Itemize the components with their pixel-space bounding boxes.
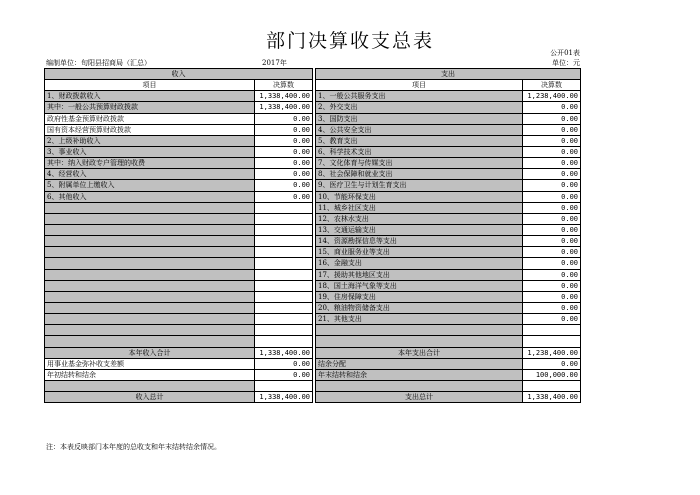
expense-item-cell: 3、国防支出 <box>316 113 523 124</box>
compiling-unit: 编制单位：旬阳县招商局（汇总） <box>46 59 151 67</box>
expense-item-cell: 11、城乡社区支出 <box>316 202 523 213</box>
expense-item-cell: 14、资源勘探信息等支出 <box>316 236 523 247</box>
expense-amount-cell: 0.00 <box>523 102 581 113</box>
expense-amount-cell: 0.00 <box>523 158 581 169</box>
income-item-cell: 6、其他收入 <box>45 191 255 202</box>
expense-item-cell <box>316 325 523 336</box>
table-row <box>45 91 581 102</box>
income-amount-cell: 0.00 <box>255 124 313 135</box>
income-amount-cell <box>255 247 313 258</box>
expense-item-cell: 6、科学技术支出 <box>316 146 523 157</box>
income-amount-cell <box>255 224 313 235</box>
table-row <box>45 347 581 358</box>
income-item-cell <box>45 336 255 347</box>
page-title: 部门决算收支总表 <box>265 30 434 52</box>
income-amount-cell: 0.00 <box>255 113 313 124</box>
currency-unit: 单位：元 <box>552 59 580 67</box>
table-row <box>45 302 581 313</box>
expense-item-cell: 1、一般公共服务支出 <box>316 91 523 102</box>
income-amount-cell: 0.00 <box>255 191 313 202</box>
income-amount-cell <box>255 336 313 347</box>
expense-item-cell: 结余分配 <box>316 358 523 369</box>
expense-item-cell: 7、文化体育与传媒支出 <box>316 158 523 169</box>
report-year: 2017年 <box>262 59 287 67</box>
table-row <box>45 291 581 302</box>
expense-item-header: 项目 <box>316 80 523 91</box>
income-amount-cell: 0.00 <box>255 358 313 369</box>
expense-item-cell: 16、金融支出 <box>316 258 523 269</box>
expense-amount-cell: 0.00 <box>523 135 581 146</box>
expense-header: 支出 <box>316 69 581 80</box>
table-row <box>45 180 581 191</box>
income-amount-cell <box>255 213 313 224</box>
income-item-cell <box>45 380 255 391</box>
income-item-cell: 收入总计 <box>45 392 255 403</box>
expense-item-cell: 20、粮油物资储备支出 <box>316 302 523 313</box>
table-row <box>45 158 581 169</box>
table-row <box>45 236 581 247</box>
expense-item-cell: 支出总计 <box>316 392 523 403</box>
expense-item-cell: 17、援助其他地区支出 <box>316 269 523 280</box>
expense-amount-cell: 0.00 <box>523 202 581 213</box>
table-row <box>45 169 581 180</box>
expense-item-cell: 18、国土海洋气象等支出 <box>316 280 523 291</box>
table-row <box>45 358 581 369</box>
expense-amount-cell: 0.00 <box>523 224 581 235</box>
income-amount-cell <box>255 291 313 302</box>
expense-item-cell: 10、节能环保支出 <box>316 191 523 202</box>
income-item-header: 项目 <box>45 80 255 91</box>
income-item-cell: 1、财政拨款收入 <box>45 91 255 102</box>
budget-summary-table <box>44 68 581 403</box>
section-header-row <box>45 69 581 80</box>
table-row <box>45 135 581 146</box>
expense-amount-cell: 0.00 <box>523 258 581 269</box>
expense-item-cell: 5、教育支出 <box>316 135 523 146</box>
expense-amount-cell: 0.00 <box>523 124 581 135</box>
income-amount-cell <box>255 236 313 247</box>
table-row <box>45 224 581 235</box>
expense-amount-cell: 0.00 <box>523 269 581 280</box>
income-amount-cell: 0.00 <box>255 146 313 157</box>
expense-item-cell: 本年支出合计 <box>316 347 523 358</box>
income-amount-cell <box>255 302 313 313</box>
income-amount-cell: 0.00 <box>255 169 313 180</box>
column-header-row <box>45 80 581 91</box>
income-item-cell <box>45 269 255 280</box>
expense-amount-cell: 0.00 <box>523 280 581 291</box>
table-row <box>45 258 581 269</box>
form-code: 公开01表 <box>550 49 580 57</box>
income-item-cell: 本年收入合计 <box>45 347 255 358</box>
table-row <box>45 202 581 213</box>
expense-amount-cell: 0.00 <box>523 180 581 191</box>
income-item-cell <box>45 258 255 269</box>
expense-amount-cell <box>523 325 581 336</box>
income-item-cell <box>45 213 255 224</box>
income-item-cell <box>45 291 255 302</box>
expense-amount-cell: 1,338,400.00 <box>523 392 581 403</box>
income-item-cell: 政府性基金预算财政拨款 <box>45 113 255 124</box>
income-item-cell: 其中：纳入财政专户管理的收费 <box>45 158 255 169</box>
income-amount-cell: 1,338,400.00 <box>255 392 313 403</box>
expense-amount-cell: 0.00 <box>523 291 581 302</box>
expense-amount-header: 决算数 <box>523 80 581 91</box>
expense-amount-cell: 0.00 <box>523 358 581 369</box>
income-amount-cell <box>255 258 313 269</box>
income-amount-cell <box>255 269 313 280</box>
expense-item-cell <box>316 380 523 391</box>
expense-item-cell: 13、交通运输支出 <box>316 224 523 235</box>
table-row <box>45 336 581 347</box>
income-item-cell <box>45 236 255 247</box>
table-row <box>45 325 581 336</box>
expense-amount-cell: 1,238,400.00 <box>523 347 581 358</box>
income-amount-header: 决算数 <box>255 80 313 91</box>
expense-item-cell: 12、农林水支出 <box>316 213 523 224</box>
income-amount-cell <box>255 314 313 325</box>
income-amount-cell <box>255 380 313 391</box>
expense-amount-cell: 0.00 <box>523 247 581 258</box>
income-amount-cell: 0.00 <box>255 180 313 191</box>
income-item-cell: 4、经营收入 <box>45 169 255 180</box>
table-row <box>45 369 581 380</box>
expense-item-cell: 2、外交支出 <box>316 102 523 113</box>
expense-amount-cell: 1,238,400.00 <box>523 91 581 102</box>
table-row <box>45 247 581 258</box>
income-item-cell: 2、上级补助收入 <box>45 135 255 146</box>
income-item-cell: 用事业基金弥补收支差额 <box>45 358 255 369</box>
footnote: 注：本表反映部门本年度的总收支和年末结转结余情况。 <box>46 443 221 451</box>
expense-amount-cell: 0.00 <box>523 302 581 313</box>
table-row <box>45 213 581 224</box>
expense-amount-cell: 0.00 <box>523 191 581 202</box>
table-row <box>45 124 581 135</box>
income-item-cell <box>45 314 255 325</box>
expense-amount-cell: 100,000.00 <box>523 369 581 380</box>
expense-amount-cell <box>523 380 581 391</box>
expense-item-cell: 21、其他支出 <box>316 314 523 325</box>
income-item-cell <box>45 325 255 336</box>
income-amount-cell: 1,338,400.00 <box>255 347 313 358</box>
expense-item-cell <box>316 336 523 347</box>
expense-amount-cell: 0.00 <box>523 113 581 124</box>
income-amount-cell <box>255 325 313 336</box>
table-row <box>45 280 581 291</box>
income-item-cell: 3、事业收入 <box>45 146 255 157</box>
table-row <box>45 392 581 403</box>
income-amount-cell: 0.00 <box>255 135 313 146</box>
expense-amount-cell: 0.00 <box>523 236 581 247</box>
table-row <box>45 113 581 124</box>
expense-item-cell: 年末结转和结余 <box>316 369 523 380</box>
income-item-cell: 年初结转和结余 <box>45 369 255 380</box>
table-row <box>45 146 581 157</box>
income-amount-cell: 0.00 <box>255 158 313 169</box>
table-row <box>45 380 581 391</box>
table-row <box>45 191 581 202</box>
income-amount-cell <box>255 202 313 213</box>
expense-amount-cell: 0.00 <box>523 169 581 180</box>
expense-item-cell: 4、公共安全支出 <box>316 124 523 135</box>
income-item-cell: 国有资本经营预算财政拨款 <box>45 124 255 135</box>
income-amount-cell: 1,338,400.00 <box>255 102 313 113</box>
income-item-cell <box>45 202 255 213</box>
income-amount-cell <box>255 280 313 291</box>
income-item-cell <box>45 280 255 291</box>
income-item-cell <box>45 224 255 235</box>
expense-item-cell: 8、社会保障和就业支出 <box>316 169 523 180</box>
income-item-cell: 5、附属单位上缴收入 <box>45 180 255 191</box>
table-row <box>45 269 581 280</box>
table-row <box>45 102 581 113</box>
expense-amount-cell <box>523 336 581 347</box>
income-item-cell: 其中：一般公共预算财政拨款 <box>45 102 255 113</box>
expense-amount-cell: 0.00 <box>523 213 581 224</box>
expense-amount-cell: 0.00 <box>523 146 581 157</box>
income-amount-cell: 0.00 <box>255 369 313 380</box>
expense-item-cell: 19、住房保障支出 <box>316 291 523 302</box>
income-item-cell <box>45 302 255 313</box>
income-header: 收入 <box>45 69 313 80</box>
income-amount-cell: 1,338,400.00 <box>255 91 313 102</box>
income-item-cell <box>45 247 255 258</box>
expense-item-cell: 15、商业服务业等支出 <box>316 247 523 258</box>
expense-amount-cell: 0.00 <box>523 314 581 325</box>
expense-item-cell: 9、医疗卫生与计划生育支出 <box>316 180 523 191</box>
table-row <box>45 314 581 325</box>
